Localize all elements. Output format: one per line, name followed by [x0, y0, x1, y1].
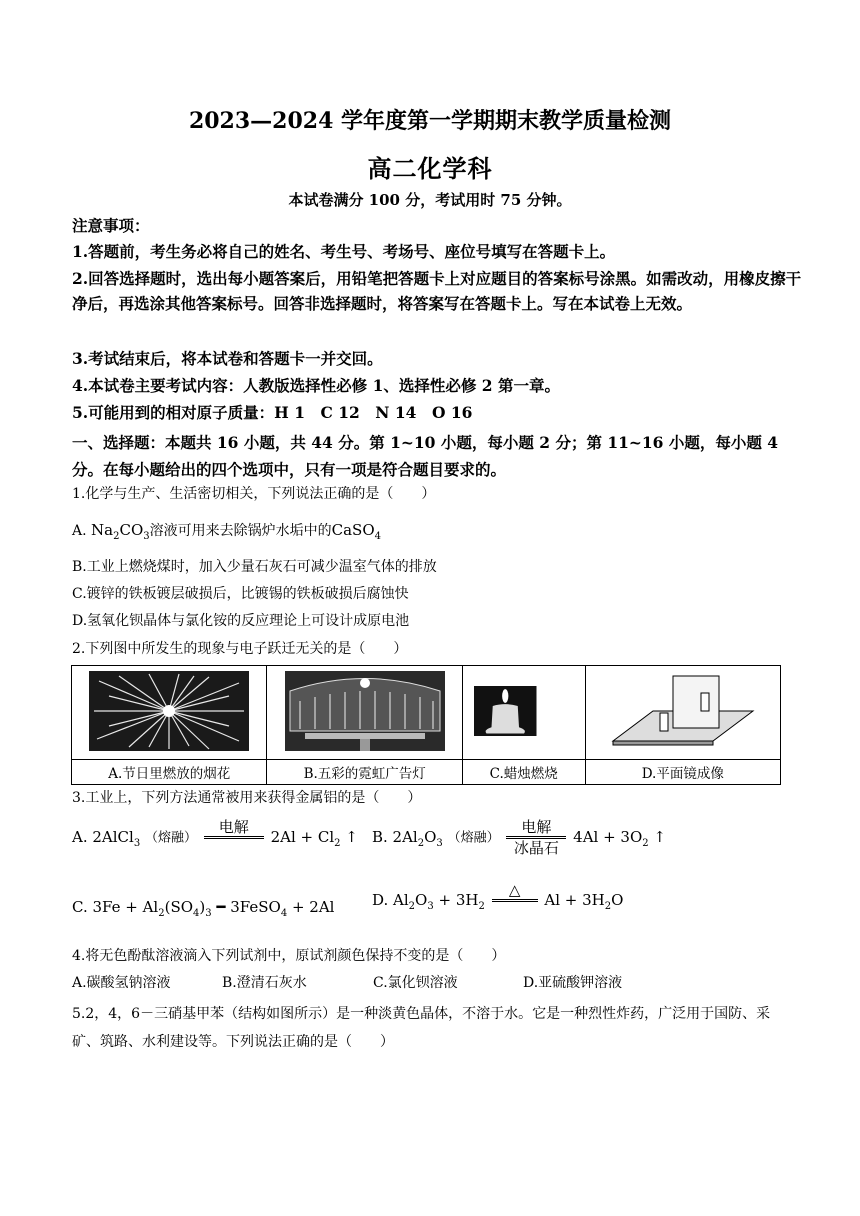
figure-neon	[267, 666, 462, 760]
option-a-label: A.	[72, 523, 92, 539]
figure-fireworks	[72, 666, 267, 760]
question-4-stem: 4.将无色酚酞溶液滴入下列试剂中，原试剂颜色保持不变的是（ ）	[72, 948, 506, 964]
molten-label-b: （熔融）	[447, 830, 500, 846]
note-item-3: 3.考试结束后，将本试卷和答题卡一并交回。	[72, 349, 383, 368]
caption-b: B.五彩的霓虹广告灯	[267, 760, 462, 785]
question-4-option-d: D.亚硫酸钾溶液	[523, 975, 623, 991]
note-item-1: 1.答题前，考生务必将自己的姓名、考生号、考场号、座位号填写在答题卡上。	[72, 242, 616, 261]
question-3-option-b: B. $2Al_2O_3$ （熔融） $\frac{\text{电解}}{\text{冰晶石}}$ $4Al + 3O_2$ ↑	[372, 818, 666, 857]
figure-candle	[462, 666, 585, 760]
question-5-stem: 5.2，4，6－三硝基甲苯（结构如图所示）是一种淡黄色晶体，不溶于水。它是一种烈性炸药，广泛用于国防、采矿、筑路、水利建设等。下列说法正确的是（ ）	[72, 1006, 771, 1050]
exam-title: 2023—2024 学年度第一学期期末教学质量检测	[188, 108, 672, 134]
molten-label-a: （熔融）	[144, 830, 197, 846]
exam-subject: 高二化学科	[367, 154, 493, 183]
neon-sign-image	[285, 671, 445, 751]
question-1-stem: 1.化学与生产、生活密切相关，下列说法正确的是（ ）	[72, 486, 436, 502]
question-3-stem: 3.工业上，下列方法通常被用来获得金属铝的是（ ）	[72, 790, 422, 806]
question-1-option-c: C.镀锌的铁板镀层破损后，比镀锡的铁板破损后腐蚀快	[72, 586, 409, 602]
question-2-stem: 2.下列图中所发生的现象与电子跃迁无关的是（ ）	[72, 641, 408, 657]
question-4-option-a: A.碳酸氢钠溶液	[72, 975, 171, 991]
note-item-4: 4.本试卷主要考试内容：人教版选择性必修 1、选择性必修 2 第一章。	[72, 376, 560, 395]
heat-symbol: △	[508, 881, 521, 899]
caption-c: C.蜡烛燃烧	[462, 760, 585, 785]
section-heading: 一、选择题：本题共 16 小题，共 44 分。第 1~10 小题，每小题 2 分；第 11~16 小题，每小题 4 分。在每小题给出的四个选项中，只有一项是符合题目要求的。	[72, 433, 779, 479]
question-3-option-d: D. $Al_2O_3 + 3H_2$ △ $Al + 3H_2O$	[372, 881, 624, 912]
figure-mirror	[585, 666, 780, 760]
exam-info: 本试卷满分 100 分，考试用时 75 分钟。	[288, 191, 572, 209]
note-item-2: 2.回答选择题时，选出每小题答案后，用铅笔把答题卡上对应题目的答案标号涂黑。如需改动，用橡皮擦干净后，再选涂其他答案标号。回答非选择题时，将答案写在答题卡上。写在本试卷上无效。	[72, 269, 802, 313]
cryolite-label: 冰晶石	[513, 839, 559, 857]
question-3-option-a: A. 2AlCl$_3$ （熔融） 电解 $2Al + Cl_2$ ↑	[72, 818, 358, 849]
fireworks-image	[89, 671, 249, 751]
candle-image	[474, 671, 574, 751]
question-4-option-c: C.氯化钡溶液	[373, 975, 458, 991]
electrolysis-label-a: 电解	[218, 818, 249, 836]
question-1-option-d: D.氢氧化钡晶体与氯化铵的反应理论上可设计成原电池	[72, 613, 410, 629]
electrolysis-label-b: 电解	[521, 818, 552, 836]
question-1-option-a: A. $Na_2CO_3$溶液可用来去除锅炉水垢中的CaSO$_4$	[72, 521, 381, 542]
plane-mirror-image	[603, 671, 763, 751]
caption-d: D.平面镜成像	[585, 760, 780, 785]
question-3-option-c: C. $3Fe + Al_2(SO_4)_3$ ━ 3FeSO$_4$ + 2Al	[72, 898, 335, 919]
question-2-figure-table	[71, 665, 781, 785]
question-1-option-b: B.工业上燃烧煤时，加入少量石灰石可减少温室气体的排放	[72, 559, 437, 575]
notes-heading: 注意事项：	[72, 216, 150, 235]
question-4-option-b: B.澄清石灰水	[222, 975, 307, 991]
caption-a: A.节日里燃放的烟花	[72, 760, 267, 785]
option-a-text: 溶液可用来去除锅炉水垢中的	[149, 523, 332, 539]
note-item-5: 5.可能用到的相对原子质量：H 1 C 12 N 14 O 16	[72, 403, 473, 422]
